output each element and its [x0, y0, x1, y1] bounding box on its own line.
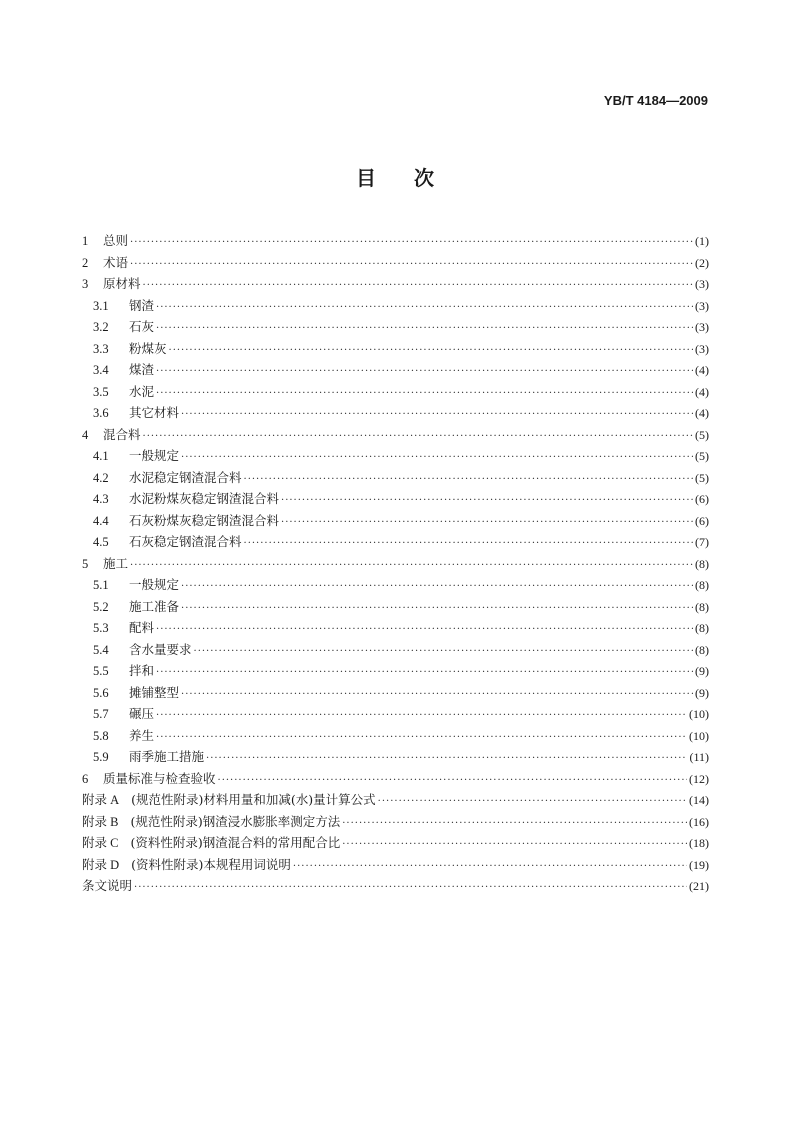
toc-entry-number: 4.4 — [93, 513, 109, 528]
toc-entry-page: (19) — [689, 857, 709, 872]
toc-entry-label: 总则 — [103, 233, 129, 248]
toc-entry-number: 3.1 — [93, 298, 109, 313]
toc-entry-number: 3.3 — [93, 341, 109, 356]
toc-entry-number: 1 — [82, 234, 89, 248]
toc-entry[interactable] — [82, 402, 709, 424]
toc-entry-page: (5) — [695, 470, 709, 485]
toc-entry-label: 一般规定 — [129, 577, 180, 592]
toc-entry-number: 5.4 — [93, 642, 109, 657]
leader-dots — [143, 426, 693, 448]
leader-dots — [342, 813, 687, 835]
toc-entry-label: 拌和 — [129, 663, 155, 678]
toc-entry-number: 2 — [82, 255, 89, 270]
toc-entry[interactable] — [82, 832, 709, 854]
toc-entry-label: 条文说明 — [82, 878, 133, 893]
toc-entry[interactable] — [82, 467, 709, 489]
toc-entry-page: (21) — [689, 879, 709, 893]
toc-entry-label: (规范性附录)材料用量和加减(水)量计算公式 — [131, 792, 376, 807]
toc-entry-number: 3.2 — [93, 320, 109, 334]
toc-entry-number: 4.5 — [93, 535, 109, 549]
leader-dots — [156, 619, 693, 641]
leader-dots — [218, 770, 687, 792]
toc-entry-page: (3) — [695, 298, 709, 313]
toc-entry-label: 摊铺整型 — [129, 684, 180, 700]
toc-entry[interactable] — [82, 316, 709, 338]
leader-dots — [156, 297, 693, 319]
toc-entry-number: 4 — [82, 427, 89, 442]
toc-entry-number: 4.3 — [93, 492, 109, 506]
toc-entry[interactable] — [82, 338, 709, 360]
toc-entry-label: 粉煤灰 — [129, 340, 167, 356]
toc-entry-page: (8) — [695, 599, 709, 614]
toc-entry-number: 3.4 — [93, 363, 109, 377]
toc-entry[interactable] — [82, 230, 709, 252]
toc-entry-label: 石灰 — [129, 319, 155, 334]
toc-entry-label: 水泥 — [129, 383, 155, 399]
toc-entry-number: 5.6 — [93, 685, 109, 700]
toc-entry-page: (8) — [695, 642, 709, 657]
toc-entry[interactable] — [82, 574, 709, 596]
toc-entry[interactable] — [82, 768, 709, 790]
toc-entry[interactable] — [82, 359, 709, 381]
leader-dots — [130, 254, 693, 276]
toc-entry-page: (4) — [695, 384, 709, 399]
toc-entry-number: 5.9 — [93, 750, 109, 764]
toc-entry-label: (规范性附录)钢渣浸水膨胀率测定方法 — [130, 813, 341, 829]
toc-entry-label: (资料性附录)本规程用词说明 — [131, 856, 291, 872]
toc-entry-label: 石灰稳定钢渣混合料 — [129, 534, 242, 549]
standard-number: YB/T 4184—2009 — [603, 93, 708, 108]
toc-entry-number: 5.5 — [93, 664, 109, 678]
toc-entry-number: 5.2 — [93, 599, 109, 614]
toc-entry-page: (7) — [695, 535, 709, 549]
table-of-contents — [82, 230, 709, 897]
toc-entry[interactable] — [82, 725, 709, 747]
toc-entry[interactable] — [82, 746, 709, 768]
toc-entry-number: 6 — [82, 771, 89, 786]
toc-entry-label: 质量标准与检查验收 — [103, 770, 216, 786]
toc-entry-page: (10) — [689, 707, 709, 721]
toc-entry-number: 3 — [82, 277, 89, 291]
leader-dots — [378, 791, 687, 813]
leader-dots — [244, 533, 693, 555]
toc-entry-label: 其它材料 — [129, 405, 180, 420]
toc-entry-page: (5) — [695, 427, 709, 442]
toc-entry-page: (3) — [695, 320, 709, 334]
toc-entry-label: 水泥粉煤灰稳定钢渣混合料 — [129, 491, 280, 506]
toc-entry-label: 一般规定 — [129, 448, 180, 463]
toc-entry[interactable] — [82, 553, 709, 575]
leader-dots — [169, 340, 693, 362]
leader-dots — [143, 275, 693, 297]
toc-entry-label: 钢渣 — [129, 297, 155, 313]
leader-dots — [181, 404, 693, 426]
toc-entry-number: 附录 A — [82, 793, 120, 807]
toc-entry[interactable] — [82, 660, 709, 682]
toc-entry[interactable] — [82, 703, 709, 725]
toc-entry-label: (资料性附录)钢渣混合料的常用配合比 — [130, 835, 341, 850]
toc-entry-page: (8) — [695, 578, 709, 592]
toc-entry-page: (2) — [695, 255, 709, 270]
toc-entry[interactable] — [82, 424, 709, 446]
toc-entry-label: 养生 — [129, 727, 155, 743]
toc-entry-page: (9) — [695, 664, 709, 678]
leader-dots — [281, 490, 693, 512]
toc-entry-label: 混合料 — [103, 426, 141, 442]
toc-entry-number: 附录 B — [82, 814, 119, 829]
toc-entry[interactable] — [82, 789, 709, 811]
leader-dots — [181, 684, 693, 706]
toc-entry-number: 5.7 — [93, 707, 109, 721]
toc-entry-number: 附录 C — [82, 836, 119, 850]
toc-entry-page: (9) — [695, 685, 709, 700]
toc-entry-label: 配料 — [129, 620, 155, 635]
toc-entry-label: 石灰粉煤灰稳定钢渣混合料 — [129, 512, 280, 528]
leader-dots — [156, 705, 687, 727]
toc-entry-label: 含水量要求 — [129, 641, 192, 657]
toc-entry-page: (10) — [689, 728, 709, 743]
toc-entry-page: (4) — [695, 363, 709, 377]
toc-entry-label: 施工 — [103, 555, 129, 571]
toc-entry[interactable] — [82, 639, 709, 661]
toc-entry[interactable] — [82, 273, 709, 295]
leader-dots — [342, 834, 687, 856]
toc-entry[interactable] — [82, 596, 709, 618]
leader-dots — [181, 598, 693, 620]
toc-entry-page: (11) — [689, 750, 709, 764]
toc-entry-page: (6) — [695, 492, 709, 506]
toc-entry-page: (3) — [695, 277, 709, 291]
leader-dots — [156, 383, 693, 405]
toc-entry[interactable] — [82, 682, 709, 704]
toc-entry[interactable] — [82, 617, 709, 639]
leader-dots — [130, 232, 693, 254]
toc-entry[interactable] — [82, 510, 709, 532]
toc-entry-page: (1) — [695, 234, 709, 248]
toc-entry-page: (8) — [695, 621, 709, 635]
leader-dots — [134, 877, 687, 899]
toc-entry[interactable] — [82, 531, 709, 553]
toc-entry-label: 雨季施工措施 — [129, 749, 205, 764]
toc-entry[interactable] — [82, 295, 709, 317]
toc-entry-page: (3) — [695, 341, 709, 356]
leader-dots — [181, 576, 693, 598]
toc-entry-number: 5 — [82, 556, 89, 571]
toc-entry[interactable] — [82, 381, 709, 403]
toc-entry-label: 水泥稳定钢渣混合料 — [129, 469, 242, 485]
leader-dots — [181, 447, 693, 469]
toc-entry-number: 3.6 — [93, 406, 109, 420]
leader-dots — [244, 469, 693, 491]
toc-entry-label: 碾压 — [129, 706, 155, 721]
toc-entry[interactable] — [82, 252, 709, 274]
toc-entry-page: (5) — [695, 449, 709, 463]
leader-dots — [281, 512, 693, 534]
leader-dots — [156, 318, 693, 340]
toc-entry-page: (16) — [689, 814, 709, 829]
toc-entry-number: 5.8 — [93, 728, 109, 743]
toc-entry-page: (6) — [695, 513, 709, 528]
toc-entry[interactable] — [82, 445, 709, 467]
toc-entry[interactable] — [82, 854, 709, 876]
leader-dots — [194, 641, 693, 663]
toc-entry-page: (4) — [695, 406, 709, 420]
toc-entry-number: 5.3 — [93, 621, 109, 635]
toc-entry-number: 5.1 — [93, 578, 109, 592]
toc-entry-number: 4.1 — [93, 449, 109, 463]
leader-dots — [156, 727, 687, 749]
toc-entry-label: 施工准备 — [129, 598, 180, 614]
toc-entry[interactable] — [82, 488, 709, 510]
leader-dots — [293, 856, 687, 878]
toc-entry-number: 4.2 — [93, 470, 109, 485]
toc-entry-page: (14) — [689, 793, 709, 807]
leader-dots — [130, 555, 693, 577]
toc-entry[interactable] — [82, 811, 709, 833]
toc-entry-page: (8) — [695, 556, 709, 571]
toc-entry-number: 3.5 — [93, 384, 109, 399]
toc-entry-number: 附录 D — [82, 857, 120, 872]
toc-entry-label: 煤渣 — [129, 362, 155, 377]
leader-dots — [156, 662, 693, 684]
toc-entry-page: (18) — [689, 836, 709, 850]
toc-entry-page: (12) — [689, 771, 709, 786]
toc-entry-label: 术语 — [103, 254, 129, 270]
leader-dots — [156, 361, 693, 383]
toc-entry-label: 原材料 — [103, 276, 141, 291]
toc-entry[interactable] — [82, 875, 709, 897]
leader-dots — [206, 748, 687, 770]
page-title: 目次 — [356, 166, 472, 190]
